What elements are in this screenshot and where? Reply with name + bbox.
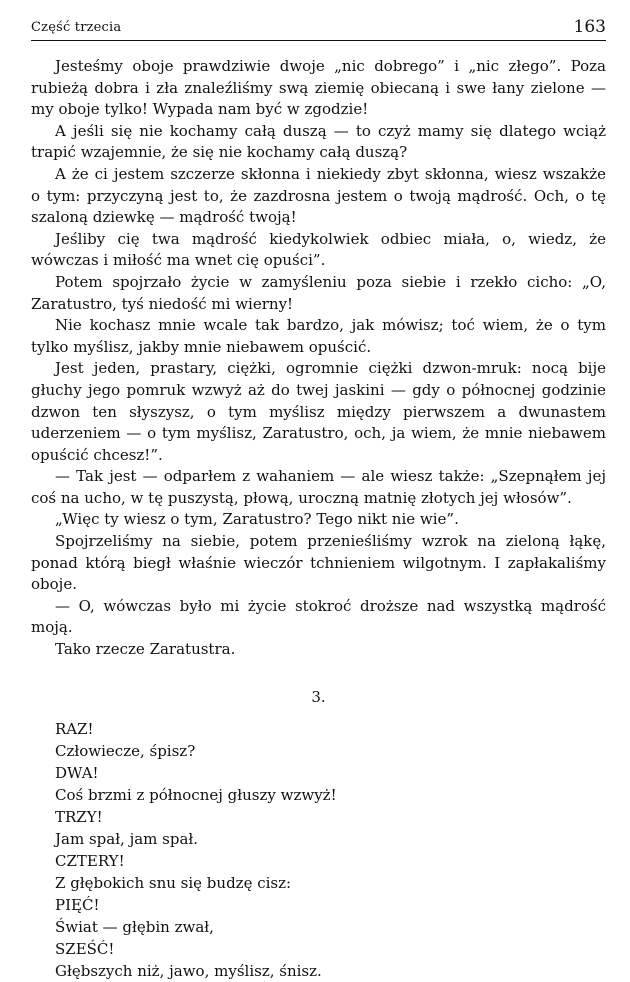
poem-line: Człowiecze, śpisz? [55, 741, 196, 760]
poem-line: TRZY! [55, 807, 103, 826]
poem-line: PIĘĆ! [55, 895, 100, 914]
page-number: 163 [573, 17, 606, 37]
poem-line: SZEŚĆ! [55, 939, 115, 958]
poem-line: Świat — głębin zwał, [55, 917, 214, 936]
poem-line: Coś brzmi z północnej głuszy wzwyż! [55, 785, 337, 804]
paragraph: Jesteśmy oboje prawdziwie dwoje „nic dobrego” i „nic złego”. Poza rubieżą dobra i zła znaleźliśmy swą ziemię obiecaną i swe łany zielone — my oboje tylko! Wypada nam być w zgodzie! [31, 57, 606, 119]
closing-line: Tako rzecze Zaratustra. [55, 640, 236, 659]
poem-line: DWA! [55, 763, 99, 782]
paragraph: A jeśli się nie kochamy całą duszą — to czyż mamy się dlatego wciąż trapić wzajemnie, że się nie kochamy całą duszą? [31, 121, 606, 162]
poem-line: Z głębokich snu się budzę cisz: [55, 873, 292, 892]
prose-body [31, 56, 606, 661]
poem-line: CZTERY! [55, 851, 125, 870]
paragraph: — O, wówczas było mi życie stokroć droższe nad wszystką mądrość moją. [31, 596, 606, 637]
paragraph: „Więc ty wiesz o tym, Zaratustro? Tego nikt nie wie”. [55, 510, 459, 529]
paragraph: Jeśliby cię twa mądrość kiedykolwiek odbiec miała, o, wiedz, że wówczas i miłość ma wnet cię opuści”. [31, 229, 606, 270]
poem [55, 718, 606, 982]
paragraph: Spojrzeliśmy na siebie, potem przenieśliśmy wzrok na zieloną łąkę, ponad którą biegł właśnie wieczór tchnieniem wilgotnym. I zapłakaliśmy oboje. [31, 532, 606, 594]
paragraph: Jest jeden, prastary, ciężki, ogromnie ciężki dzwon-mruk: nocą bije głuchy jego pomruk wzwyż aż do twej jaskini — gdy o północnej godzinie dzwon ten słyszysz, o tym myślisz między pierwszem a dwunastem uderzeniem — o tym myślisz, Zaratustro, och, ja wiem, że mnie niebawem opuścić chcesz!”. [31, 359, 606, 464]
running-head [31, 14, 606, 41]
poem-line: Głębszych niż, jawo, myślisz, śnisz. [55, 961, 322, 980]
paragraph: Nie kochasz mnie wcale tak bardzo, jak mówisz; toć wiem, że o tym tylko myślisz, jakby mnie niebawem opuścić. [31, 316, 606, 356]
paragraph: A że ci jestem szczerze skłonna i niekiedy zbyt skłonna, wiesz wszakże o tym: przyczyną jest to, że zazdrosna jestem o twoją mądrość. Och, o tę szaloną dziewkę — mądrość twoją! [31, 164, 606, 227]
paragraph: — Tak jest — odparłem z wahaniem — ale wiesz także: „Szepnąłem jej coś na ucho, w tę puszystą, płową, uroczną matnię złotych jej włosów”. [31, 467, 606, 507]
section-number: 3. [311, 687, 326, 706]
poem-line: RAZ! [55, 719, 94, 738]
book-page [31, 14, 606, 980]
poem-line: Jam spał, jam spał. [55, 829, 199, 848]
paragraph: Potem spojrzało życie w zamyśleniu poza siebie i rzekło cicho: „O, Zaratustro, tyś niedość mi wierny! [31, 272, 606, 313]
section-title: Część trzecia [31, 20, 122, 35]
